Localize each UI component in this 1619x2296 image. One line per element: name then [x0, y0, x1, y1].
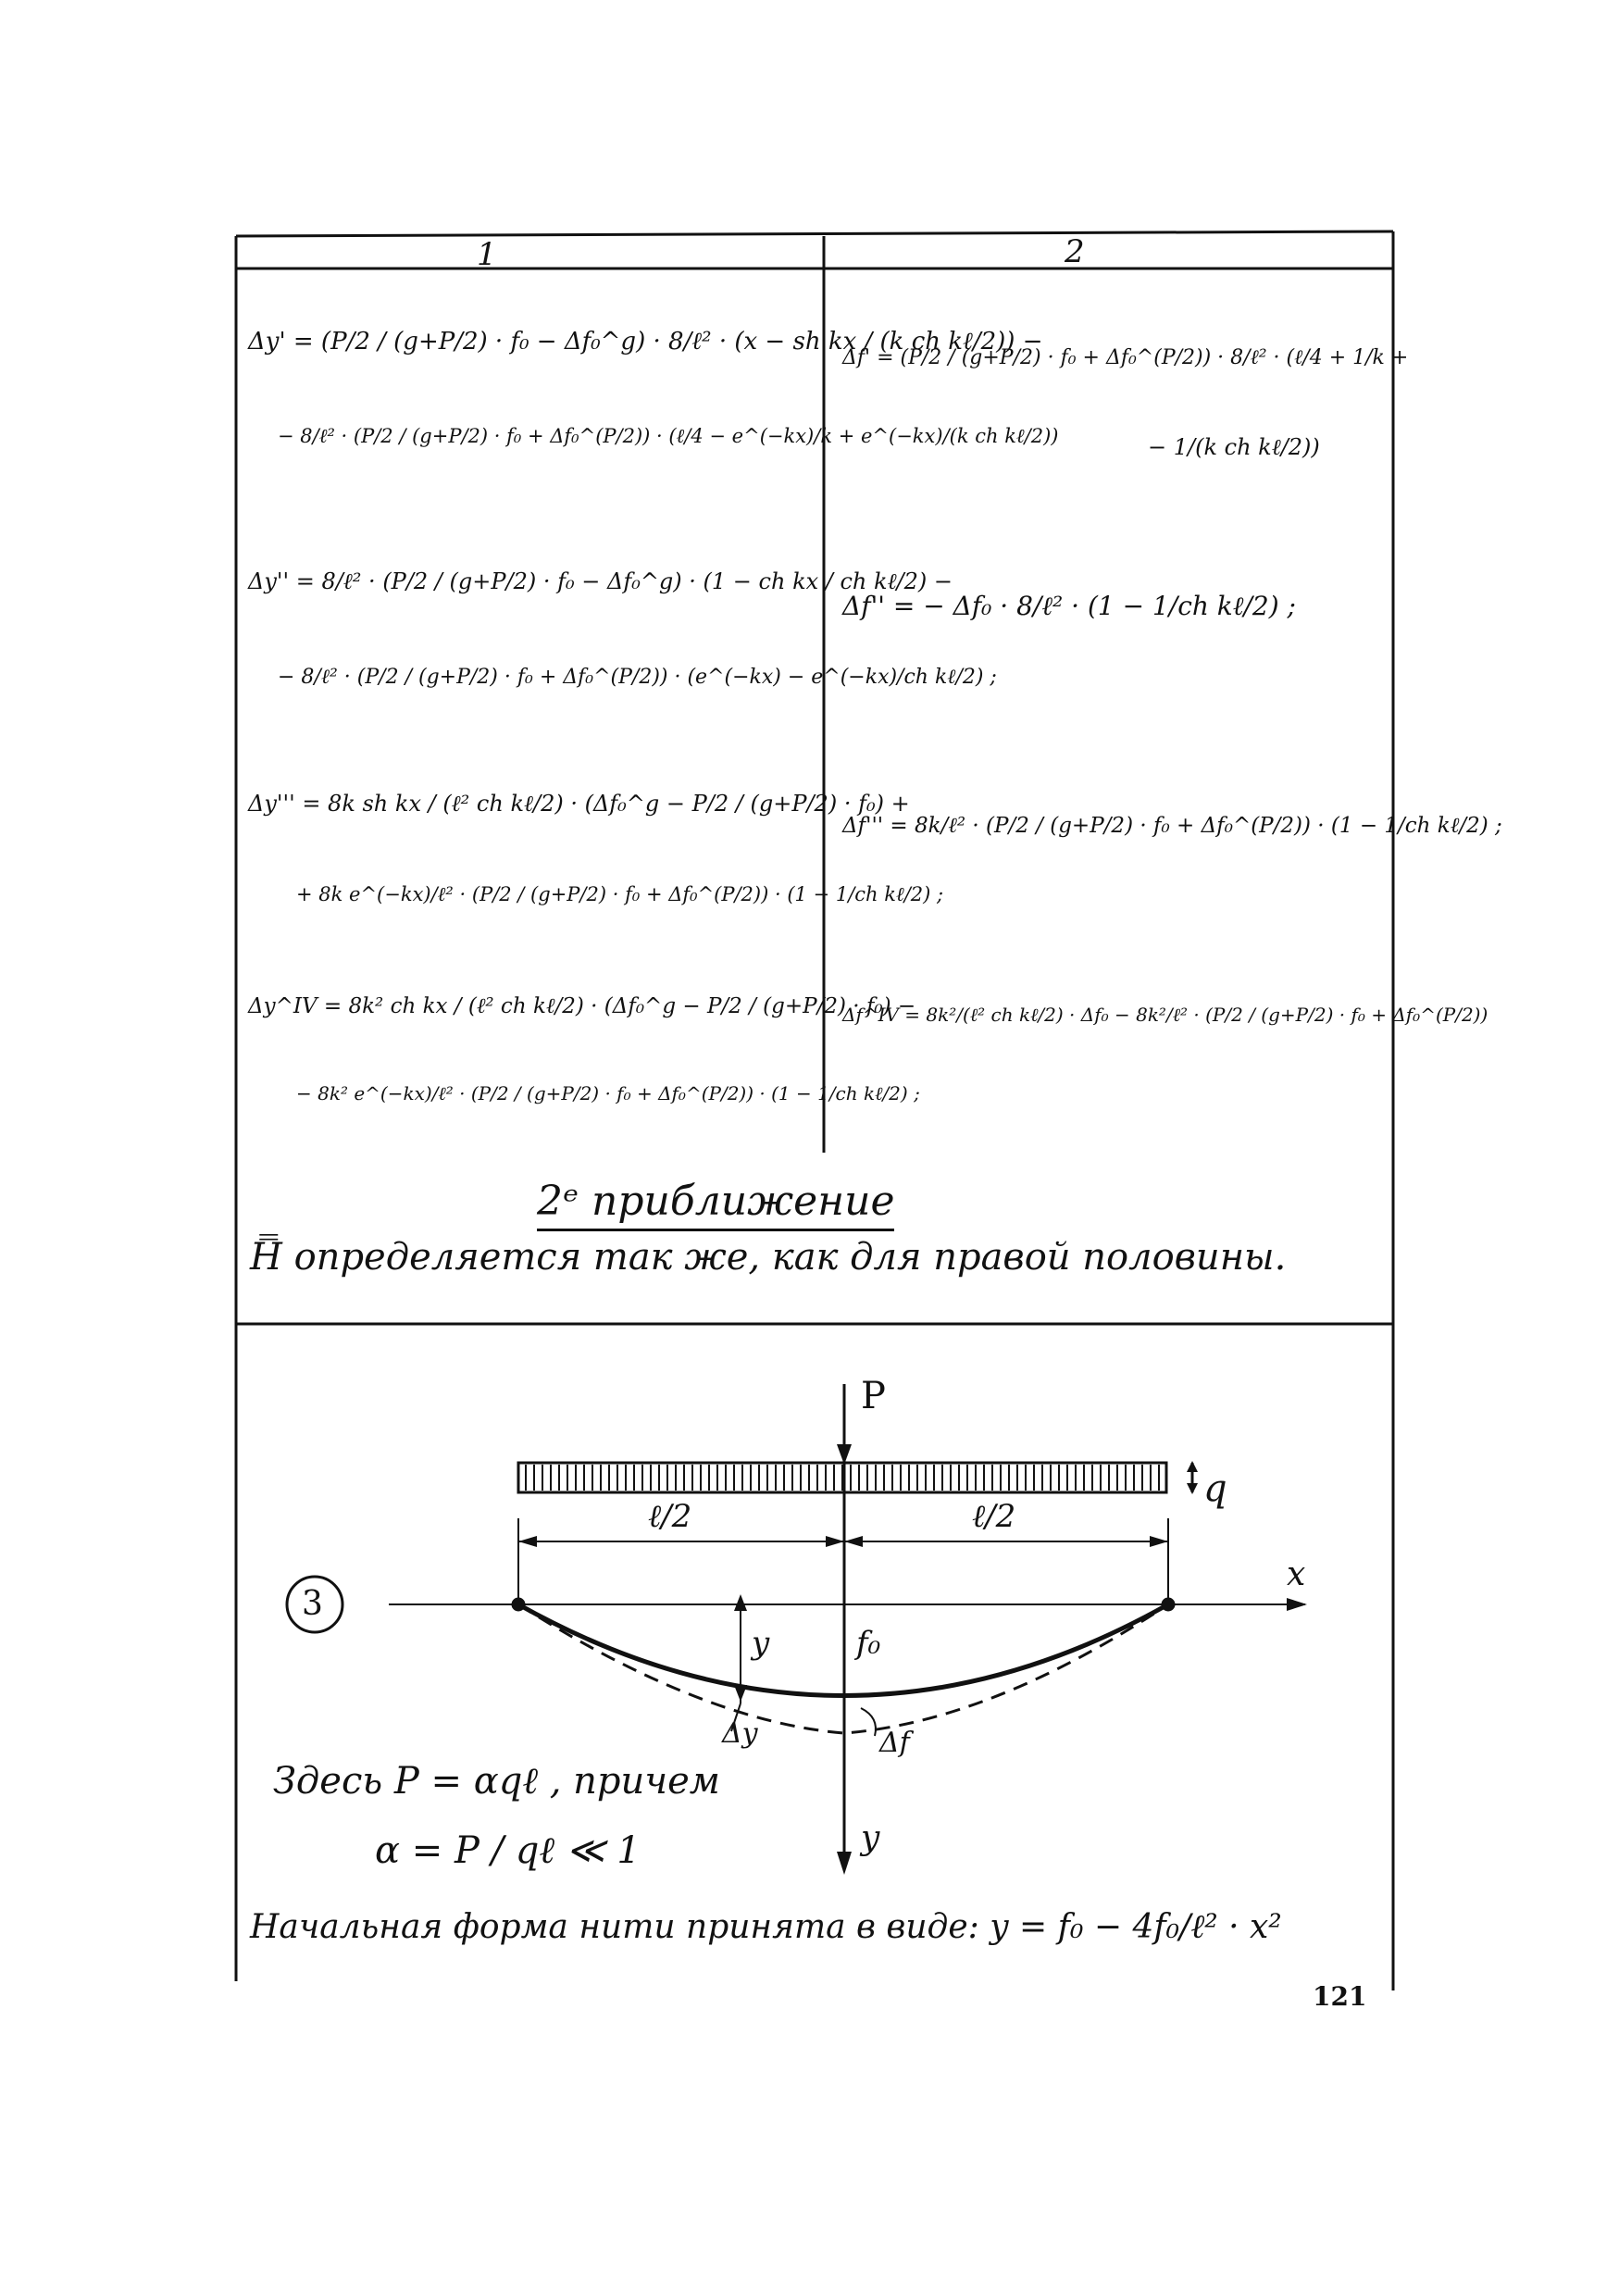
- note-initial-form: Начальная форма нити принята в виде: y = f₀ − 4f₀/ℓ² · x²: [250, 1908, 1282, 1946]
- note-alpha: α = P / qℓ ≪ 1: [375, 1829, 641, 1872]
- formula-df1-line1: Δf' = (P/2 / (g+P/2) · f₀ + Δf₀^(P/2)) · 8/ℓ² · (ℓ/4 + 1/k +: [842, 346, 1409, 369]
- diagram-number: 3: [302, 1585, 323, 1623]
- formula-dy1-line2: − 8/ℓ² · (P/2 / (g+P/2) · f₀ + Δf₀^(P/2)) · (ℓ/4 − e^(−kx)/k + e^(−kx)/(k ch kℓ/2)): [278, 425, 1059, 447]
- note-here: Здесь P = αqℓ , причем: [273, 1760, 720, 1803]
- page-number: 121: [1313, 1981, 1367, 2012]
- label-half-right: ℓ/2: [972, 1498, 1016, 1535]
- column-header-1: 1: [477, 236, 497, 273]
- formula-dy2-line2: − 8/ℓ² · (P/2 / (g+P/2) · f₀ + Δf₀^(P/2)) · (e^(−kx) − e^(−kx)/ch kℓ/2) ;: [278, 666, 997, 689]
- formula-df3: Δf''' = 8k/ℓ² · (P/2 / (g+P/2) · f₀ + Δf₀^(P/2)) · (1 − 1/ch kℓ/2) ;: [842, 814, 1502, 838]
- label-f0: f₀: [856, 1625, 881, 1662]
- section-text: H̿ определяется так же, как для правой половины.: [250, 1236, 1287, 1279]
- formula-dy1-line1: Δy' = (P/2 / (g+P/2) · f₀ − Δf₀^g) · 8/ℓ² · (x − sh kx / (k ch kℓ/2)) −: [248, 328, 1043, 356]
- label-load-q: q: [1203, 1467, 1227, 1510]
- formula-dy4-line1: Δy^IV = 8k² ch kx / (ℓ² ch kℓ/2) · (Δf₀^g − P/2 / (g+P/2) · f₀) −: [248, 994, 916, 1018]
- label-half-left: ℓ/2: [648, 1498, 692, 1535]
- label-y: y: [752, 1625, 770, 1662]
- label-delta-f: Δf: [879, 1727, 910, 1759]
- label-delta-y: Δy: [722, 1717, 758, 1750]
- column-header-2: 2: [1065, 233, 1085, 270]
- section-title: 2ᵉ приближение: [537, 1178, 894, 1231]
- table-borders: [236, 231, 1393, 1990]
- formula-dy3-line2: + 8k e^(−kx)/ℓ² · (P/2 / (g+P/2) · f₀ + Δf₀^(P/2)) · (1 − 1/ch kℓ/2) ;: [296, 883, 944, 905]
- formula-dy4-line2: − 8k² e^(−kx)/ℓ² · (P/2 / (g+P/2) · f₀ + Δf₀^(P/2)) · (1 − 1/ch kℓ/2) ;: [296, 1082, 920, 1104]
- formula-df4: Δf^IV = 8k²/(ℓ² ch kℓ/2) · Δf₀ − 8k²/ℓ² · (P/2 / (g+P/2) · f₀ + Δf₀^(P/2)): [842, 1004, 1488, 1026]
- formula-df2: Δf'' = − Δf₀ · 8/ℓ² · (1 − 1/ch kℓ/2) ;: [842, 591, 1296, 621]
- formula-dy3-line1: Δy''' = 8k sh kx / (ℓ² ch kℓ/2) · (Δf₀^g − P/2 / (g+P/2) · f₀) +: [248, 791, 910, 817]
- label-axis-y: y: [861, 1819, 880, 1857]
- label-load-P: P: [861, 1375, 886, 1417]
- load-hatching: [526, 1465, 1159, 1491]
- formula-df1-line2: − 1/(k ch kℓ/2)): [1148, 434, 1320, 460]
- label-axis-x: x: [1287, 1555, 1306, 1593]
- formula-dy2-line1: Δy'' = 8/ℓ² · (P/2 / (g+P/2) · f₀ − Δf₀^g) · (1 − ch kx / ch kℓ/2) −: [248, 568, 953, 594]
